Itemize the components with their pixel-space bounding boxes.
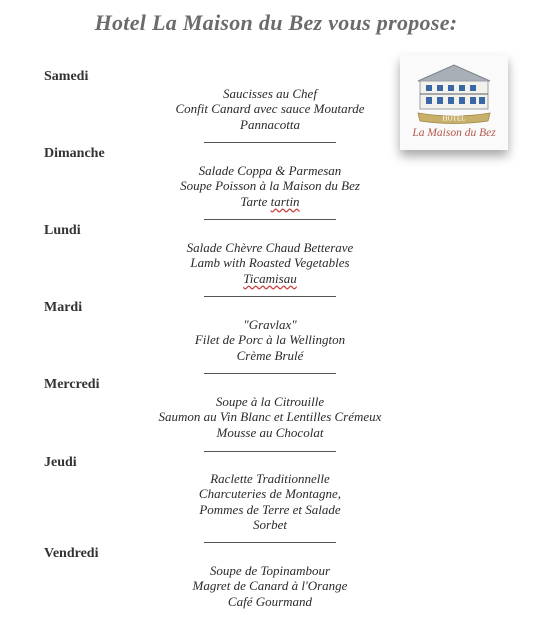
dish: Café Gourmand: [227, 593, 313, 609]
separator-line: [204, 451, 336, 452]
dish: Pommes de Terre et Salade: [199, 501, 341, 517]
dish: Saumon au Vin Blanc et Lentilles Crémeux: [158, 409, 382, 425]
page-title: Hotel La Maison du Bez vous propose:: [94, 10, 458, 35]
dish: Soupe de Topinambour: [209, 563, 331, 578]
day-label-samedi: Samedi: [44, 69, 89, 84]
dish: Magret de Canard à l'Orange: [192, 578, 348, 594]
menu-mardi: [85, 317, 455, 363]
dish: Soupe à la Citrouille: [215, 394, 325, 409]
dish: Salade Chèvre Chaud Betterave: [186, 240, 354, 255]
dish: Lamb with Roasted Vegetables: [190, 255, 350, 271]
menu-mercredi: [85, 394, 455, 440]
day-label-vendredi: Vendredi: [44, 546, 99, 561]
day-label-mercredi: Mercredi: [44, 377, 100, 392]
dish: Filet de Porc à la Wellington: [194, 332, 346, 348]
day-label-mardi: Mardi: [44, 300, 83, 315]
separator-line: [204, 296, 336, 297]
dish: Salade Coppa & Parmesan: [198, 163, 342, 178]
separator-line: [204, 219, 336, 220]
dish: Tarte tartin: [240, 193, 300, 209]
logo-banner-text: HOTEL: [442, 114, 466, 123]
dish: Raclette Traditionnelle: [210, 471, 330, 486]
separator-line: [204, 542, 336, 543]
spellcheck-flag: tartin: [270, 193, 300, 209]
dish: Crème Brulé: [236, 347, 304, 363]
spellcheck-flag: Ticamisau: [243, 270, 297, 286]
separator-line: [204, 373, 336, 374]
dish: "Gravlax": [243, 317, 297, 332]
dish: Soupe Poisson à la Maison du Bez: [180, 178, 360, 194]
separator-line: [204, 142, 336, 143]
dish: [85, 271, 455, 286]
day-label-lundi: Lundi: [44, 223, 81, 238]
dish: Confit Canard avec sauce Moutarde: [175, 101, 365, 117]
logo-name: La Maison du Bez: [412, 127, 496, 139]
menu-samedi: [85, 86, 455, 132]
menu-lundi: [85, 240, 455, 286]
menu-vendredi: [85, 563, 455, 609]
dish: Pannacotta: [240, 116, 300, 132]
dish: Mousse au Chocolat: [216, 424, 324, 440]
day-label-dimanche: Dimanche: [44, 146, 105, 161]
dish: Charcuteries de Montagne,: [198, 486, 342, 502]
dish: Saucisses au Chef: [223, 86, 317, 101]
dish: Sorbet: [253, 517, 287, 533]
menu-dimanche: [85, 163, 455, 209]
day-label-jeudi: Jeudi: [44, 455, 77, 470]
menu-jeudi: [85, 471, 455, 533]
